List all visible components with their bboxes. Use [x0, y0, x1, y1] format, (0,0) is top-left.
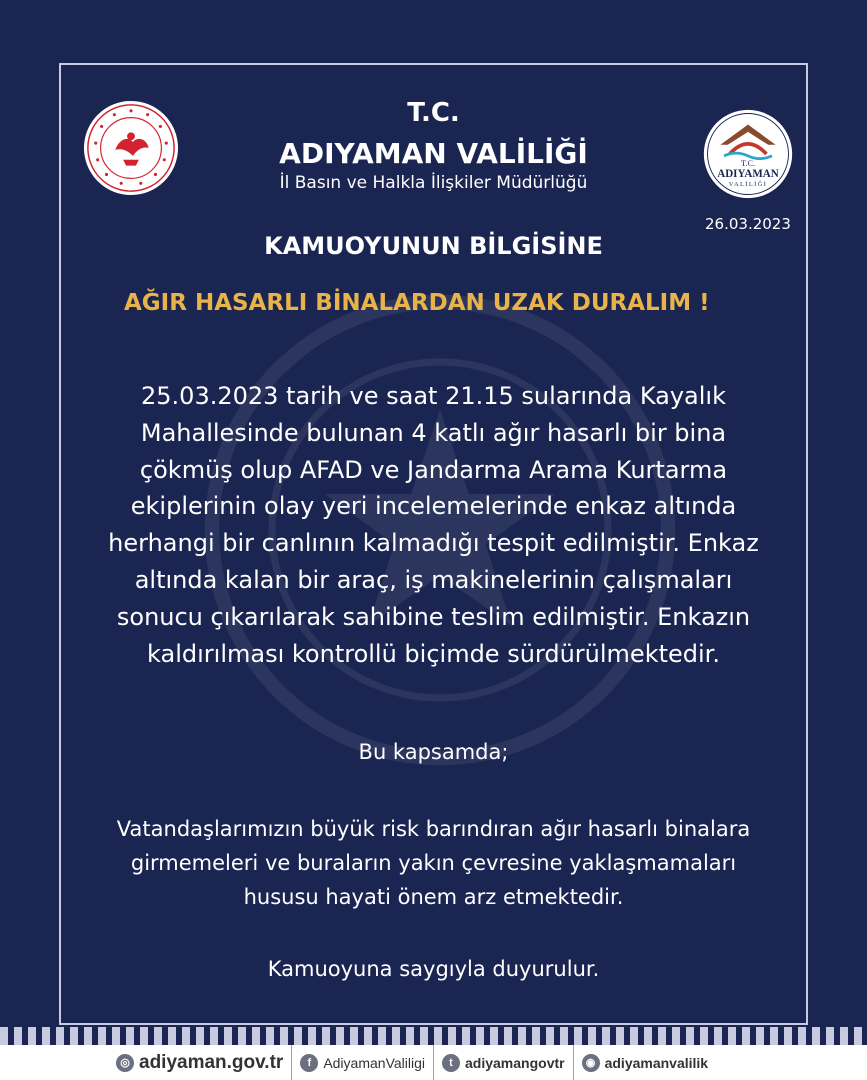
announcement-body: [70, 378, 797, 672]
footer-twitter[interactable]: [434, 1045, 574, 1080]
seal-right-line3: VALİLİĞİ: [728, 181, 768, 189]
scope-text: Bu kapsamda;: [358, 740, 509, 764]
seal-right-line2: ADIYAMAN: [717, 168, 779, 180]
footer-instagram[interactable]: [574, 1045, 717, 1080]
instagram-link[interactable]: adiyamanvalilik: [604, 1054, 709, 1071]
footer-facebook[interactable]: [292, 1045, 434, 1080]
governorship-title: ADIYAMAN VALİLİĞİ: [279, 137, 588, 170]
website-link[interactable]: adiyaman.gov.tr: [139, 1051, 284, 1073]
facebook-icon: f: [300, 1054, 318, 1072]
footer-website[interactable]: [0, 1045, 292, 1080]
decorative-border: [0, 1027, 867, 1045]
announcement-date: 26.03.2023: [705, 215, 791, 233]
body-line: Mahallesinde bulunan 4 katlı ağır hasarlı bir bina: [140, 418, 727, 447]
body-line: 25.03.2023 tarih ve saat 21.15 sularında Kayalık: [141, 382, 726, 410]
advice-line: hususu hayati önem arz etmektedir.: [243, 885, 624, 909]
department-subtitle: İl Basın ve Halkla İlişkiler Müdürlüğü: [279, 173, 588, 193]
body-line: herhangi bir canlının kalmadığı tespit edilmiştir. Enkaz: [108, 529, 759, 558]
warning-title: AĞIR HASARLI BİNALARDAN UZAK DURALIM !: [124, 290, 710, 316]
globe-icon: ◎: [116, 1054, 134, 1072]
body-line: ekiplerinin olay yeri incelemelerinde enkaz altında: [130, 492, 737, 521]
facebook-link[interactable]: AdiyamanValiligi: [323, 1054, 425, 1071]
footer-bar: [0, 1045, 867, 1080]
seal-right-line1: T.C.: [740, 158, 756, 168]
body-line: sonucu çıkarılarak sahibine teslim edilmiştir. Enkazın: [116, 602, 751, 631]
closing-text: Kamuoyuna saygıyla duyurulur.: [267, 957, 600, 981]
twitter-link[interactable]: adiyamangovtr: [465, 1054, 565, 1071]
advice-line: girmemeleri ve buraların yakın çevresine yaklaşmamaları: [130, 851, 737, 875]
body-line: kaldırılması kontrollü biçimde sürdürülmektedir.: [147, 639, 720, 668]
body-line: çökmüş olup AFAD ve Jandarma Arama Kurtarma: [139, 455, 728, 484]
body-line: altında kalan bir araç, iş makinelerinin çalışmaları: [134, 565, 733, 594]
notice-title: KAMUOYUNUN BİLGİSİNE: [264, 232, 603, 260]
twitter-icon: t: [442, 1054, 460, 1072]
tc-heading: T.C.: [407, 98, 460, 128]
advice-line: Vatandaşlarımızın büyük risk barındıran ağır hasarlı binalara: [116, 817, 751, 841]
instagram-icon: ◉: [582, 1054, 600, 1072]
advice-paragraph: [70, 812, 797, 914]
